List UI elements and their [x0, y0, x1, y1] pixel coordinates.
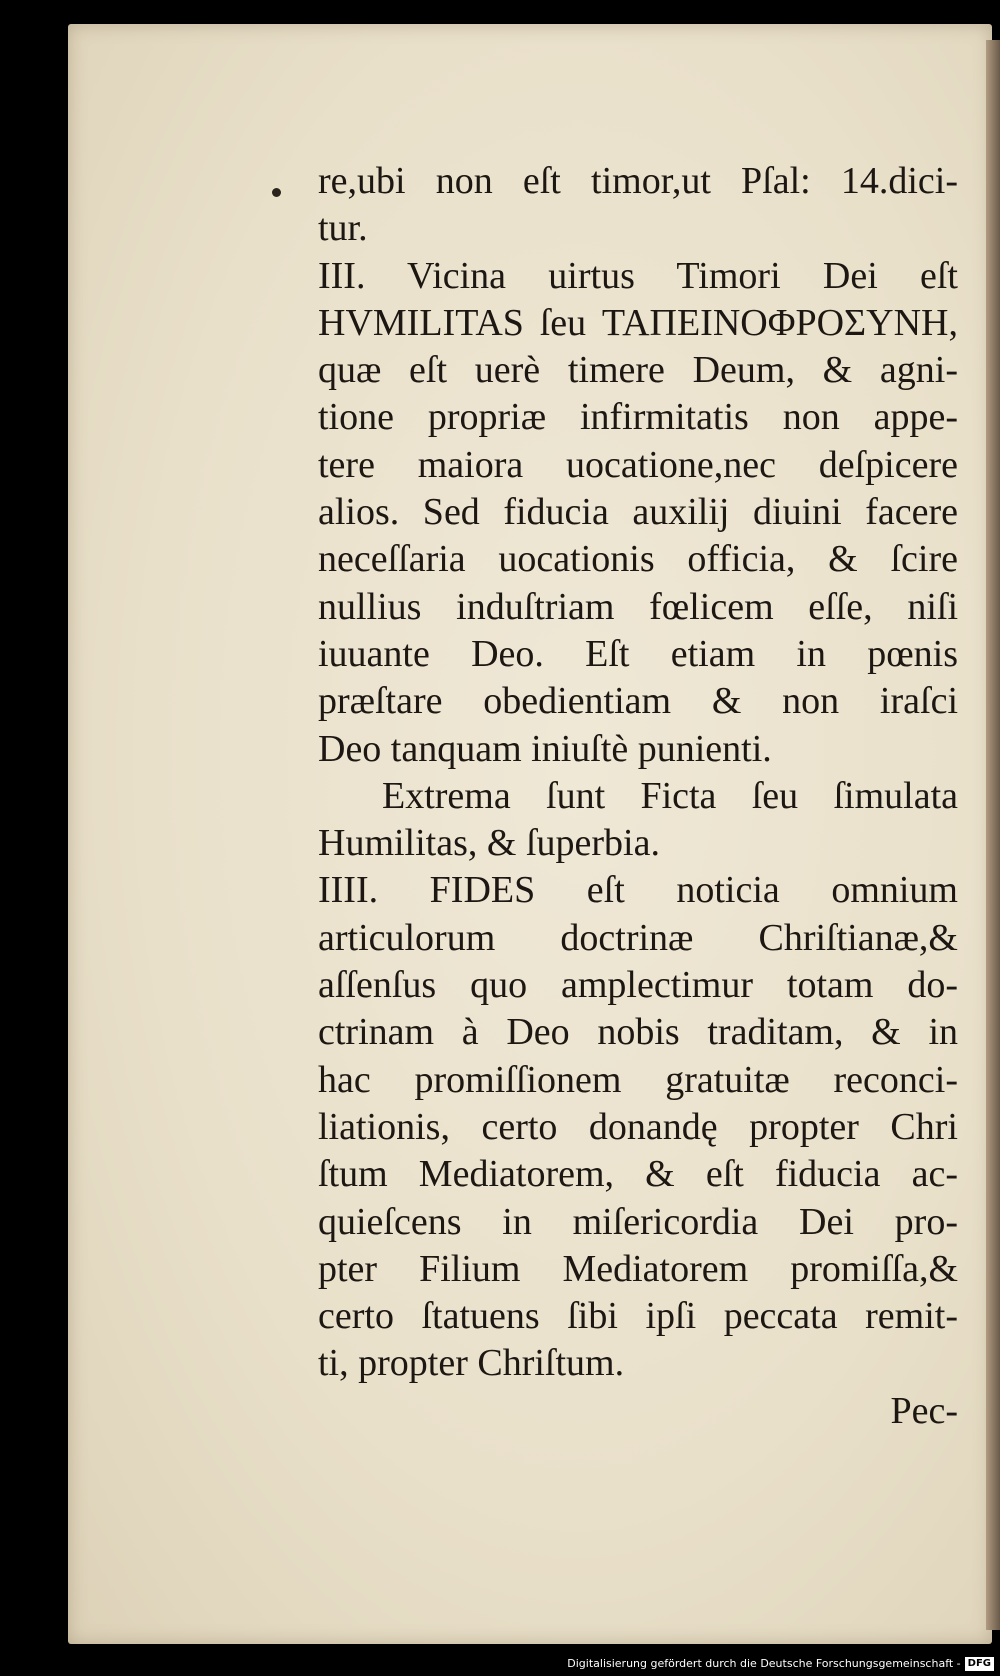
text-line: nullius induſtriam fœlicem eſſe, niſi: [318, 585, 958, 628]
digitization-credit-bar: [0, 1652, 1000, 1676]
text-line: hac promiſſionem gratuitæ reconci-: [318, 1058, 958, 1101]
credit-text: Digitalisierung gefördert durch die Deutsche Forschungsgemeinschaft -: [567, 1657, 961, 1670]
text-line: ſtum Mediatorem, & eſt fiducia ac-: [318, 1153, 958, 1196]
text-line: aſſenſus quo amplectimur totam do-: [318, 964, 958, 1007]
catchword: Pec-: [890, 1389, 958, 1432]
margin-dot: [272, 188, 281, 197]
text-line: ti, propter Chriſtum.: [318, 1342, 625, 1385]
text-line: IIII. FIDES eſt noticia omnium: [318, 869, 958, 912]
text-line: ctrinam à Deo nobis traditam, & in: [318, 1011, 958, 1054]
text-line: quieſcens in miſericordia Dei pro-: [318, 1200, 958, 1243]
text-line: HVMILITAS ſeu ΤΑΠΕΙΝΟΦΡΟΣΥΝΗ,: [318, 301, 958, 344]
text-line: neceſſaria uocationis officia, & ſcire: [318, 538, 958, 581]
text-line: præſtare obedientiam & non iraſci: [318, 680, 958, 723]
book-edge: [986, 40, 1000, 1630]
page-text: [318, 158, 958, 1435]
text-line: tere maiora uocatione,nec deſpicere: [318, 443, 958, 486]
text-line: articulorum doctrinæ Chriſtianæ,&: [318, 916, 958, 959]
text-line: iuuante Deo. Eſt etiam in pœnis: [318, 632, 958, 675]
text-line: III. Vicina uirtus Timori Dei eſt: [318, 254, 958, 297]
text-line: Extrema ſunt Ficta ſeu ſimulata: [382, 774, 958, 817]
text-line: tione propriæ infirmitatis non appe-: [318, 396, 958, 439]
text-line: pter Filium Mediatorem promiſſa,&: [318, 1247, 958, 1290]
text-line: Humilitas, & ſuperbia.: [318, 822, 660, 865]
text-line: liationis, certo donandę propter Chri: [318, 1105, 958, 1148]
text-line: quæ eſt uerè timere Deum, & agni-: [318, 349, 958, 392]
text-line: tur.: [318, 207, 368, 250]
text-line: certo ſtatuens ſibi ipſi peccata remit-: [318, 1295, 958, 1338]
text-line: alios. Sed fiducia auxilij diuini facere: [318, 491, 958, 534]
text-line: re,ubi non eſt timor,ut Pſal: 14.dici-: [318, 160, 958, 202]
dfg-logo-icon: DFG: [965, 1657, 994, 1671]
text-line: Deo tanquam iniuſtè punienti.: [318, 727, 772, 770]
